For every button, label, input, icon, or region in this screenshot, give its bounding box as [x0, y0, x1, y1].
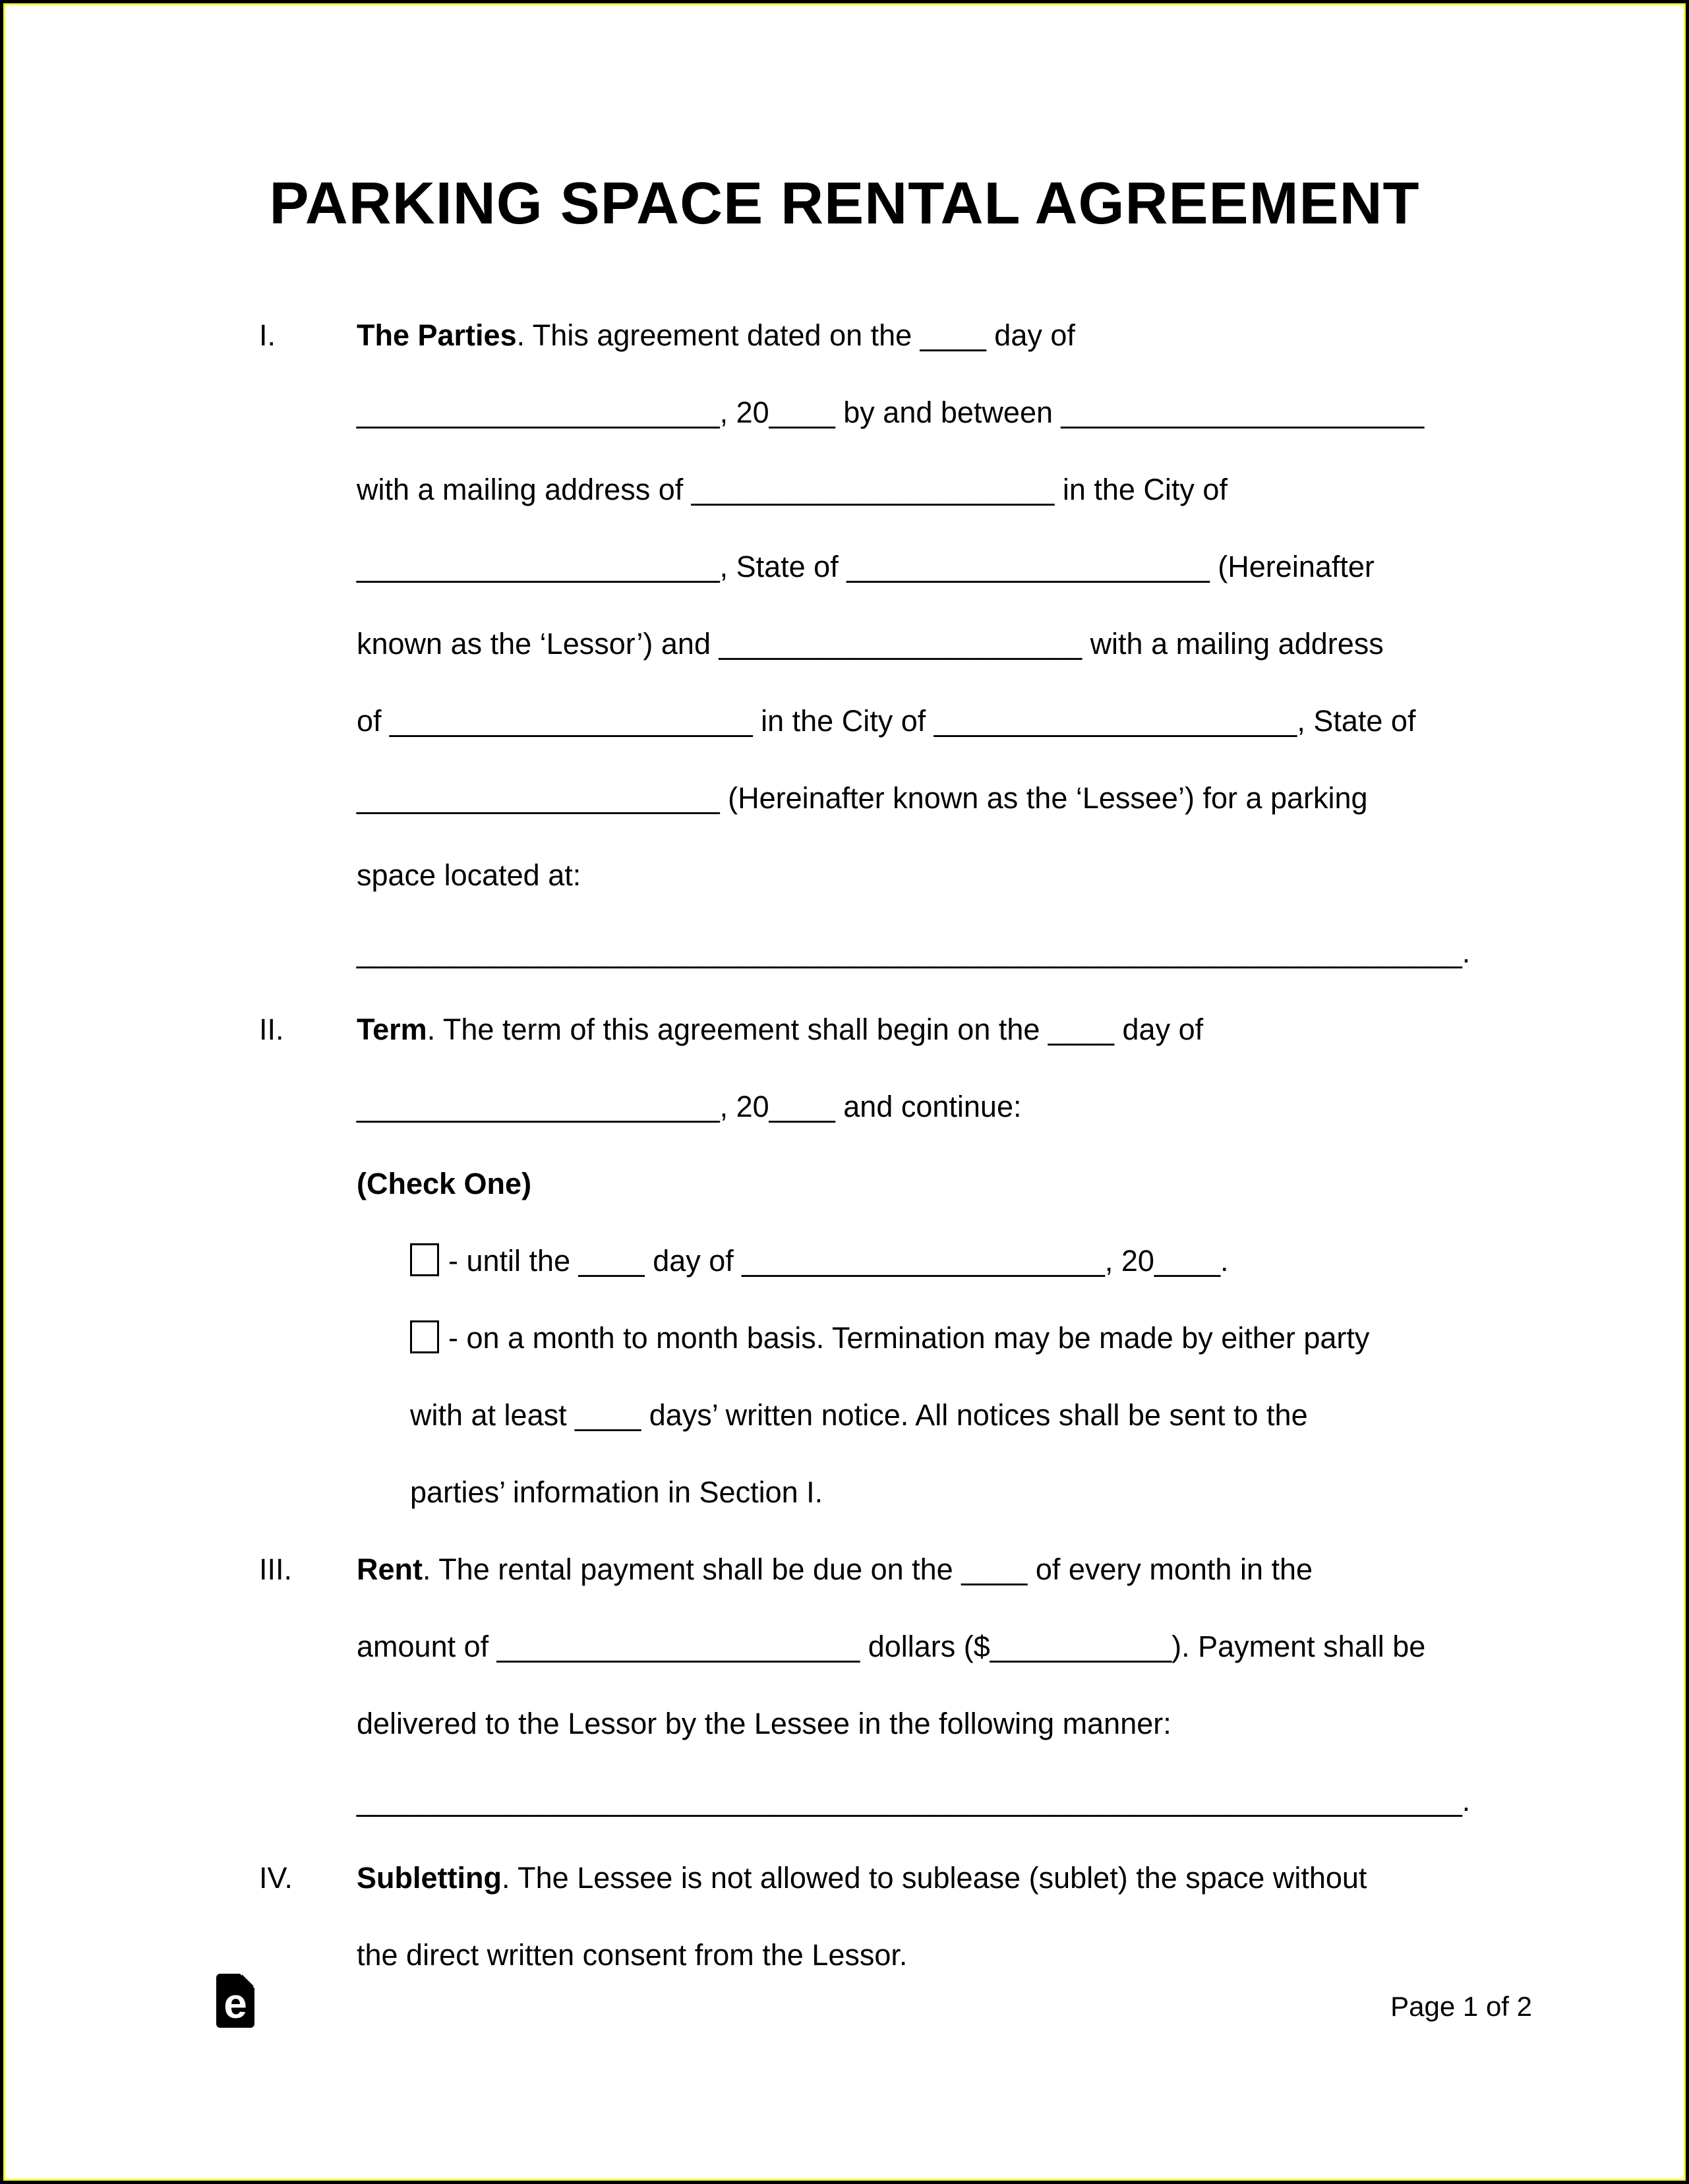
text-segment: - until the ____ day of ______________________, 20____. [448, 1244, 1229, 1278]
eforms-logo [216, 1974, 254, 2028]
text-line: ______________________, State of ______________________ (Hereinafter [357, 550, 1375, 583]
page-number: Page 1 of 2 [1390, 1991, 1532, 2022]
page-title: PARKING SPACE RENTAL AGREEMENT [269, 171, 1420, 237]
section-parties [259, 297, 1531, 991]
text-line [357, 297, 1531, 374]
section-subletting [259, 1839, 1531, 1993]
check-one-label: (Check One) [357, 1167, 532, 1200]
text-line: space located at: [357, 858, 581, 892]
text-line: with a mailing address of ______________________ in the City of [357, 473, 1228, 506]
section-term [259, 991, 1531, 1531]
blank-line-parking-space-address: ___________________________________________________________________. [357, 935, 1471, 969]
agreement-body [259, 297, 1531, 1993]
text-line [357, 991, 1531, 1068]
text-segment: . The rental payment shall be due on the ____ of every month in the [423, 1552, 1313, 1586]
section-rent [259, 1531, 1531, 1839]
checkbox-icon[interactable] [410, 1243, 439, 1276]
text-line: with at least ____ days’ written notice. All notices shall be sent to the [410, 1398, 1308, 1432]
text-line: ______________________, 20____ and continue: [357, 1090, 1022, 1123]
checkbox-icon[interactable] [410, 1320, 439, 1353]
section-heading: Rent [357, 1552, 423, 1586]
section-heading: Term [357, 1013, 427, 1046]
section-number: III. [259, 1552, 293, 1586]
text-segment: . This agreement dated on the ____ day of [516, 318, 1075, 352]
text-line: known as the ‘Lessor’) and ______________________ with a mailing address [357, 627, 1384, 661]
section-heading: The Parties [357, 318, 517, 352]
section-heading: Subletting [357, 1861, 502, 1895]
text-line: ______________________ (Hereinafter known as the ‘Lessee’) for a parking [357, 781, 1368, 815]
section-number: IV. [259, 1861, 293, 1895]
text-segment: . The Lessee is not allowed to sublease (sublet) the space without [501, 1861, 1367, 1895]
logo-letter: e [223, 1980, 247, 2028]
text-line: delivered to the Lessor by the Lessee in the following manner: [357, 1707, 1171, 1740]
section-number: I. [259, 318, 276, 352]
text-line: amount of ______________________ dollars ($___________). Payment shall be [357, 1630, 1426, 1663]
text-line: parties’ information in Section I. [410, 1475, 823, 1509]
option-month-to-month [410, 1299, 1531, 1376]
option-fixed-end-date [410, 1222, 1531, 1299]
section-number: II. [259, 1013, 284, 1046]
text-line: ______________________, 20____ by and between ______________________ [357, 396, 1425, 429]
text-segment: - on a month to month basis. Termination may be made by either party [448, 1321, 1370, 1355]
page-inner-border [3, 3, 1686, 2181]
blank-line-payment-manner: ___________________________________________________________________. [357, 1784, 1471, 1817]
text-line: the direct written consent from the Lessor. [357, 1938, 908, 1972]
text-line: of ______________________ in the City of ______________________, State of [357, 704, 1416, 738]
text-line [357, 1839, 1531, 1916]
text-line [357, 1531, 1531, 1608]
text-segment: . The term of this agreement shall begin on the ____ day of [427, 1013, 1204, 1046]
